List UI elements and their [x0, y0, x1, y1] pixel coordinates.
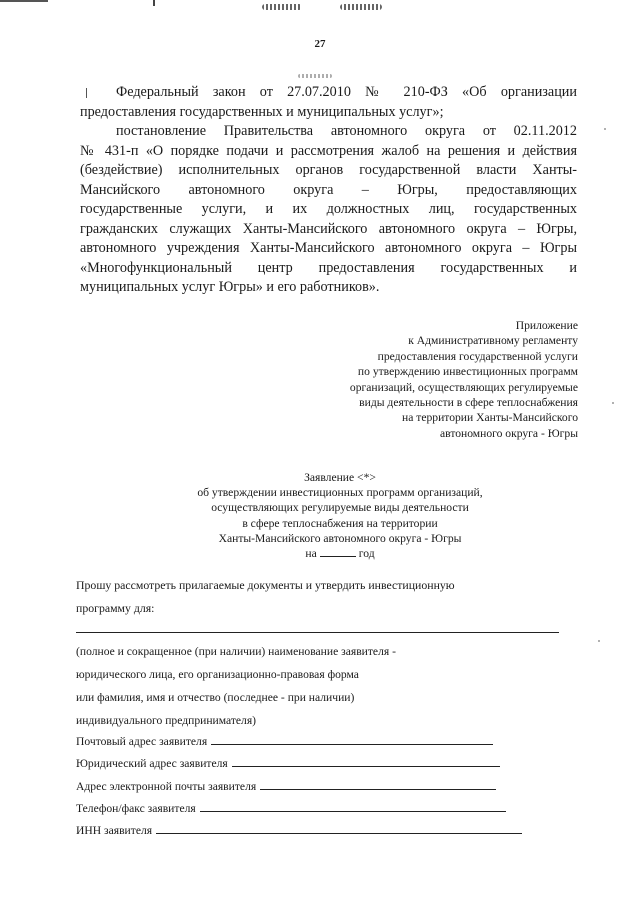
paragraph-line: автономного учреждения Ханты-Мансийского автономного округа – Югры — [80, 240, 577, 256]
heading-line: Ханты-Мансийского автономного округа - Югры — [218, 531, 462, 545]
appendix-line: на территории Ханты-Мансийского — [402, 411, 578, 425]
paragraph-resolution — [80, 122, 577, 298]
appendix-line: виды деятельности в сфере теплоснабжения — [359, 396, 578, 410]
field-label: Юридический адрес заявителя — [76, 757, 228, 771]
appendix-line: по утверждению инвестиционных программ — [357, 365, 578, 379]
applicant-name-caption — [76, 640, 536, 732]
legal-address-field — [76, 748, 536, 770]
applicant-name-input-line[interactable] — [76, 632, 559, 633]
postal-address-field — [76, 726, 536, 748]
heading-line: осуществляющих регулируемые виды деятельности — [211, 501, 469, 515]
paragraph-line: Федеральный закон от 27.07.2010 № 210-ФЗ «Об организации — [116, 84, 577, 100]
heading-year-line — [120, 546, 560, 561]
paragraph-line: № 431-п «О порядке подачи и рассмотрения жалоб на решения и действия — [80, 142, 577, 159]
scan-edge-mark — [153, 0, 155, 6]
application-heading — [120, 470, 560, 561]
scan-speck — [598, 640, 600, 642]
scan-smudge — [298, 74, 332, 78]
caption-line: индивидуального предпринимателя) — [76, 714, 257, 727]
appendix-line: Приложение — [515, 319, 578, 332]
appendix-line: автономного округа - Югры — [439, 426, 578, 440]
caption-line: или фамилия, имя и отчество (последнее - при наличии) — [76, 691, 355, 704]
year-input-line[interactable] — [320, 546, 356, 557]
scan-smudge — [262, 4, 302, 10]
paragraph-line: (бездействие) исполнительных органов государственной власти Ханты- — [80, 162, 577, 178]
caption-line: (полное и сокращенное (при наличии) наименование заявителя - — [76, 645, 396, 658]
appendix-note — [258, 318, 578, 441]
email-address-input-line[interactable] — [260, 789, 496, 790]
phone-fax-input-line[interactable] — [200, 811, 506, 812]
appendix-line: к Административному регламенту — [408, 334, 578, 348]
phone-fax-field — [76, 793, 536, 815]
field-label: ИНН заявителя — [76, 823, 153, 837]
caption-line: юридического лица, его организационно-правовая форма — [76, 668, 359, 681]
request-line: программу для: — [76, 601, 155, 615]
appendix-line: предоставления государственной услуги — [377, 349, 578, 363]
request-text — [76, 574, 566, 620]
postal-address-input-line[interactable] — [211, 744, 493, 745]
inn-field — [76, 815, 536, 837]
paragraph-line: постановление Правительства автономного округа от 02.11.2012 — [116, 123, 577, 139]
field-label: Телефон/факс заявителя — [76, 801, 196, 815]
field-label: Почтовый адрес заявителя — [76, 735, 208, 749]
paragraph-line: государственные услуги, и их должностных лиц, государственных — [80, 201, 577, 217]
paragraph-line: муниципальных услуг Югры» и его работников». — [80, 279, 380, 295]
year-suffix: год — [358, 547, 375, 561]
inn-input-line[interactable] — [156, 833, 522, 834]
applicant-fields — [76, 726, 536, 837]
request-line: Прошу рассмотреть прилагаемые документы и утвердить инвестиционную — [76, 578, 455, 592]
email-address-field — [76, 770, 536, 792]
scan-edge-mark — [0, 0, 48, 2]
paragraph-federal-law — [80, 83, 577, 122]
heading-line: в сфере теплоснабжения на территории — [242, 516, 438, 530]
paragraph-line: Мансийского автономного округа – Югры, предоставляющих — [80, 181, 577, 198]
field-label: Адрес электронной почты заявителя — [76, 779, 257, 793]
paragraph-line: предоставления государственных и муниципальных услуг»; — [80, 103, 444, 120]
legal-address-input-line[interactable] — [232, 766, 500, 767]
paragraph-line: «Многофункциональный центр предоставления государственных и — [80, 259, 577, 276]
year-prefix: на — [305, 547, 317, 561]
heading-line: об утверждении инвестиционных программ организаций, — [197, 486, 483, 500]
paragraph-line: гражданских служащих Ханты-Мансийского автономного округа – Югры, — [80, 220, 577, 237]
page-number: 27 — [314, 38, 326, 50]
scan-speck — [612, 402, 614, 404]
heading-title: Заявление <*> — [304, 471, 376, 484]
appendix-line: организаций, осуществляющих регулируемые — [349, 380, 578, 394]
scan-speck — [604, 128, 606, 130]
scan-smudge — [340, 4, 382, 10]
